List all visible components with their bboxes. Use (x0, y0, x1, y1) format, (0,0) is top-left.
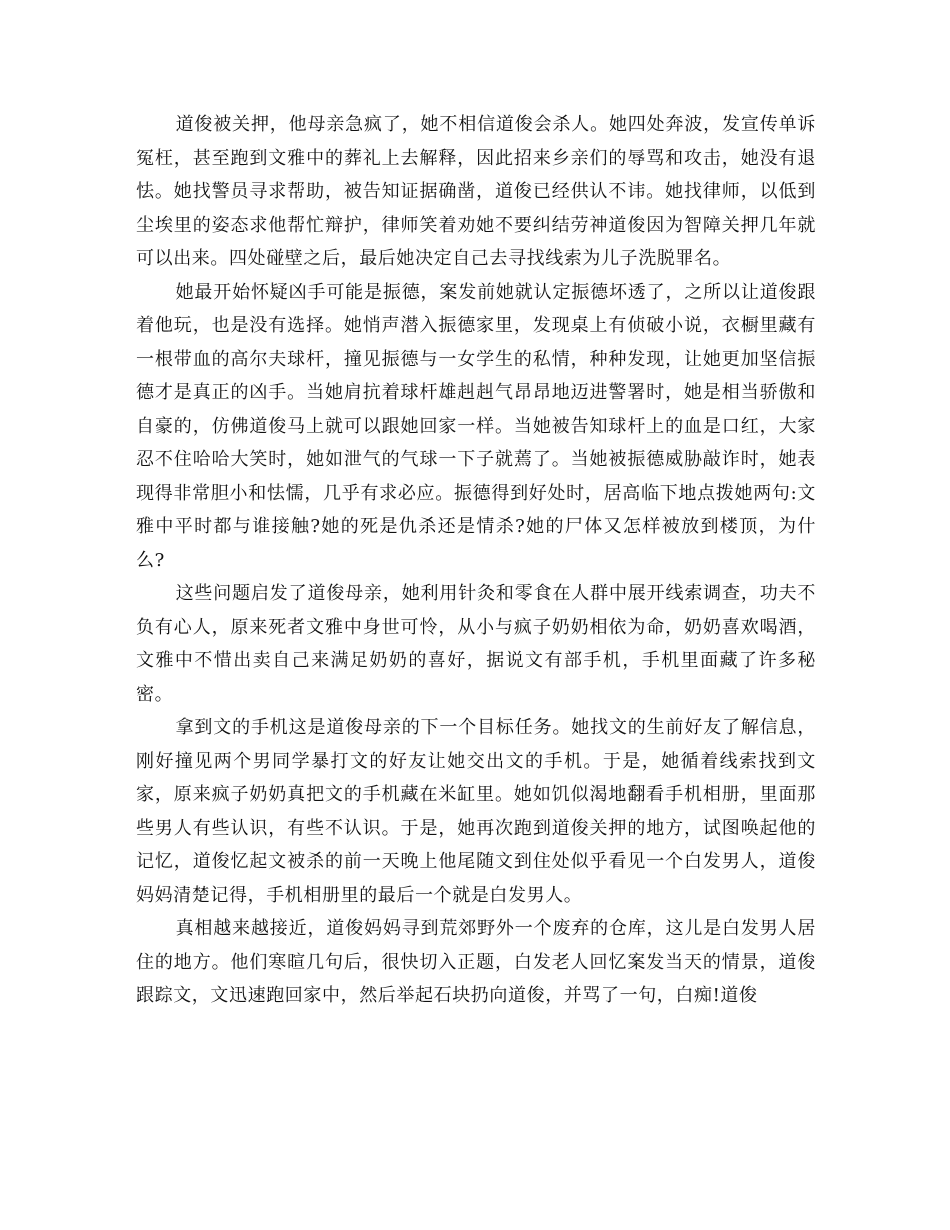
paragraph: 拿到文的手机这是道俊母亲的下一个目标任务。她找文的生前好友了解信息，刚好撞见两个男同学暴打文的好友让她交出文的手机。于是，她循着线索找到文家，原来疯子奶奶真把文的手机藏在米缸里。她如饥似渴地翻看手机相册，里面那些男人有些认识，有些不认识。于是，她再次跑到道俊关押的地方，试图唤起他的记忆，道俊忆起文被杀的前一天晚上他尾随文到住处似乎看见一个白发男人，道俊妈妈清楚记得，手机相册里的最后一个就是白发男人。 (136, 717, 816, 906)
document-body (136, 108, 816, 1013)
paragraph: 这些问题启发了道俊母亲，她利用针灸和零食在人群中展开线索调查，功夫不负有心人，原来死者文雅中身世可怜，从小与疯子奶奶相依为命，奶奶喜欢喝酒，文雅中不惜出卖自己来满足奶奶的喜好，据说文有部手机，手机里面藏了许多秘密。 (136, 583, 816, 705)
paragraph: 她最开始怀疑凶手可能是振德，案发前她就认定振德坏透了，之所以让道俊跟着他玩，也是没有选择。她悄声潜入振德家里，发现桌上有侦破小说，衣橱里藏有一根带血的高尔夫球杆，撞见振德与一女学生的私情，种种发现，让她更加坚信振德才是真正的凶手。当她肩抗着球杆雄赳赳气昂昂地迈进警署时，她是相当骄傲和自豪的，仿佛道俊马上就可以跟她回家一样。当她被告知球杆上的血是口红，大家忍不住哈哈大笑时，她如泄气的气球一下子就蔫了。当她被振德威胁敲诈时，她表现得非常胆小和怯懦，几乎有求必应。振德得到好处时，居高临下地点拨她两句:文雅中平时都与谁接触?她的死是仇杀还是情杀?她的尸体又怎样被放到楼顶，为什么? (136, 281, 816, 571)
paragraph: 真相越来越接近，道俊妈妈寻到荒郊野外一个废弃的仓库，这儿是白发男人居住的地方。他们寒暄几句后，很快切入正题，白发老人回忆案发当天的情景，道俊跟踪文，文迅速跑回家中，然后举起石块扔向道俊，并骂了一句，白痴!道俊 (136, 918, 816, 1006)
paragraph: 道俊被关押，他母亲急疯了，她不相信道俊会杀人。她四处奔波，发宣传单诉冤枉，甚至跑到文雅中的葬礼上去解释，因此招来乡亲们的辱骂和攻击，她没有退怯。她找警员寻求帮助，被告知证据确凿，道俊已经供认不讳。她找律师，以低到尘埃里的姿态求他帮忙辩护，律师笑着劝她不要纠结劳神道俊因为智障关押几年就可以出来。四处碰壁之后，最后她决定自己去寻找线索为儿子洗脱罪名。 (136, 114, 816, 269)
